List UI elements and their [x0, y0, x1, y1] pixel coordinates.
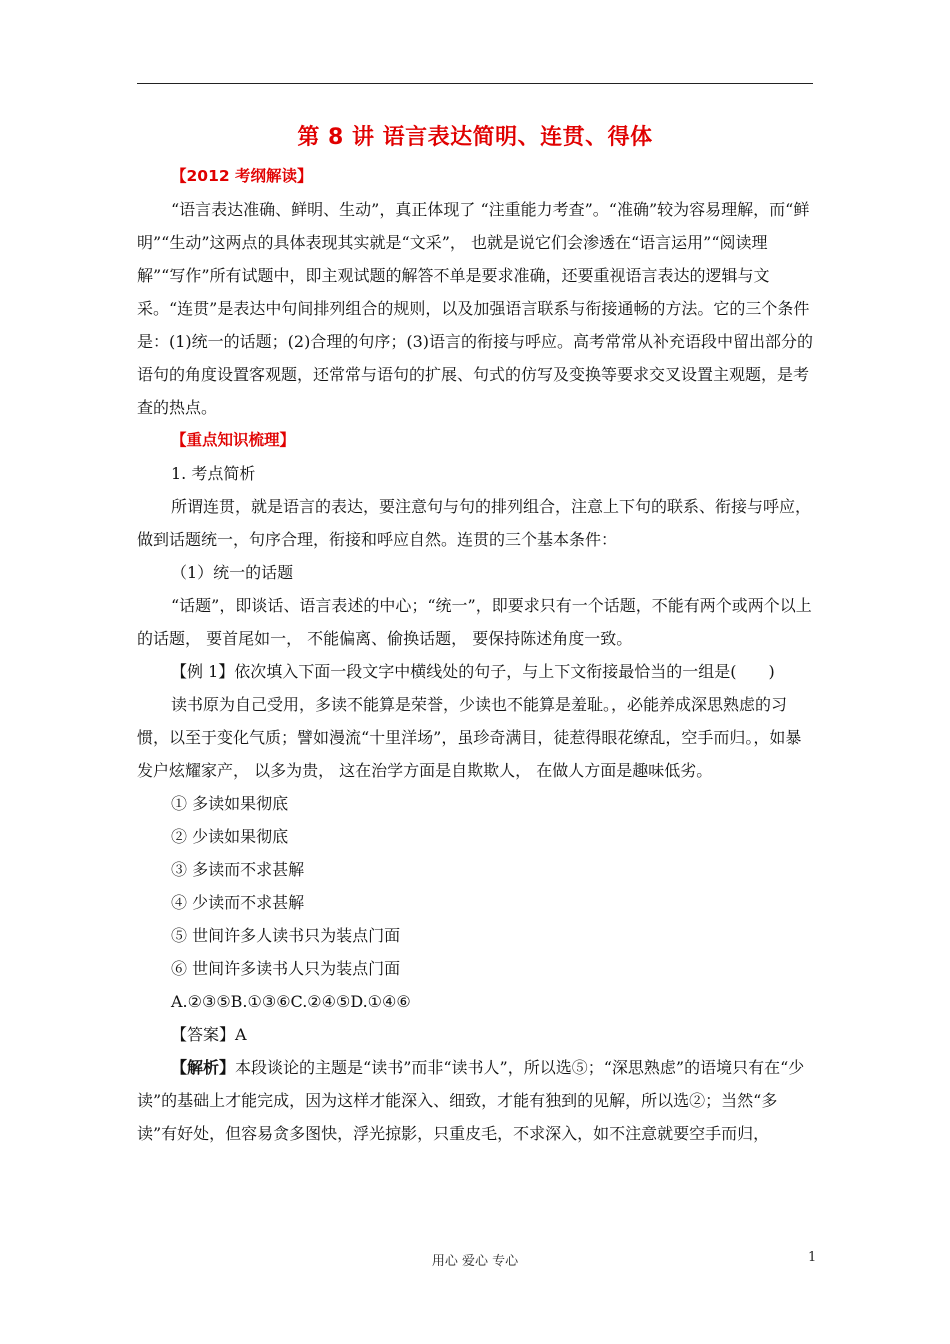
option-item: ② 少读如果彻底 [171, 827, 289, 846]
option-item: ③ 多读而不求甚解 [171, 860, 305, 879]
option-item: ⑤ 世间许多人读书只为装点门面 [171, 926, 401, 945]
syllabus-paragraph: “语言表达准确、鲜明、生动”，真正体现了 “注重能力考查”。“准确”较为容易理解，而“鲜明”“生动”这两点的具体表现其实就是“文采”， 也就是说它们会渗透在“语言运用”“阅读理解”“写作”所有试题中，即主观试题的解答不单是要求准确，还要重视语言表达的逻辑与文采。“连贯”是表达中句间排列组合的规则，以及加强语言联系与衔接通畅的方法。它的三个条件是：(1)统一的话题；(2)合理的句序；(3)语言的衔接与呼应。高考常常从补充语段中留出部分的语句的角度设置客观题，还常常与语句的扩展、句式的仿写及变换等要求交叉设置主观题，是考查的热点。 [137, 200, 813, 417]
page-number: 1 [808, 1250, 817, 1265]
topic-paragraph: “话题”，即谈话、语言表述的中心；“统一”，即要求只有一个话题，不能有两个或两个以上的话题， 要首尾如一， 不能偏离、偷换话题， 要保持陈述角度一致。 [137, 596, 812, 648]
answer: 【答案】A [171, 1025, 247, 1044]
answer-choices: A.②③⑤B.①③⑥C.②④⑤D.①④⑥ [171, 992, 411, 1011]
example-question [137, 655, 813, 688]
example-label: 【例 1】 [171, 662, 235, 681]
page-title: 第 8 讲 语言表达简明、连贯、得体 [297, 125, 653, 150]
example-question-text: 依次填入下面一段文字中横线处的句子，与上下文衔接最恰当的一组是( ) [234, 662, 775, 681]
analysis-text: 本段谈论的主题是“读书”而非“读书人”，所以选⑤；“深思熟虑”的语境只有在“少读”的基础上才能完成，因为这样才能深入、细致，才能有独到的见解，所以选②；当然“多读”有好处，但容易贪多图快，浮光掠影，只重皮毛，不求深入，如不注意就要空手而归， [137, 1058, 805, 1143]
header-rule [137, 83, 813, 84]
example-passage: 读书原为自己受用，多读不能算是荣誉，少读也不能算是羞耻。，必能养成深思熟虑的习惯，以至于变化气质；譬如漫流“十里洋场”，虽珍奇满目，徒惹得眼花缭乱，空手而归。，如暴发户炫耀家产， 以多为贵， 这在治学方面是自欺欺人， 在做人方面是趣味低劣。 [137, 695, 802, 780]
option-item: ① 多读如果彻底 [171, 794, 289, 813]
option-item: ⑥ 世间许多读书人只为装点门面 [171, 959, 401, 978]
option-item: ④ 少读而不求甚解 [171, 893, 305, 912]
coherence-paragraph: 所谓连贯，就是语言的表达，要注意句与句的排列组合，注意上下句的联系、衔接与呼应，做到话题统一，句序合理，衔接和呼应自然。连贯的三个基本条件： [137, 497, 812, 549]
section-heading-knowledge: 【重点知识梳理】 [171, 431, 296, 449]
analysis-label: 【解析】 [171, 1058, 236, 1077]
analysis [137, 1051, 813, 1150]
document-body [137, 160, 813, 1150]
subsection-heading: 1. 考点简析 [171, 464, 256, 483]
footer-motto: 用心 爱心 专心 [431, 1254, 519, 1269]
condition-item: （1）统一的话题 [171, 563, 294, 582]
section-heading-syllabus: 【2012 考纲解读】 [171, 167, 313, 185]
